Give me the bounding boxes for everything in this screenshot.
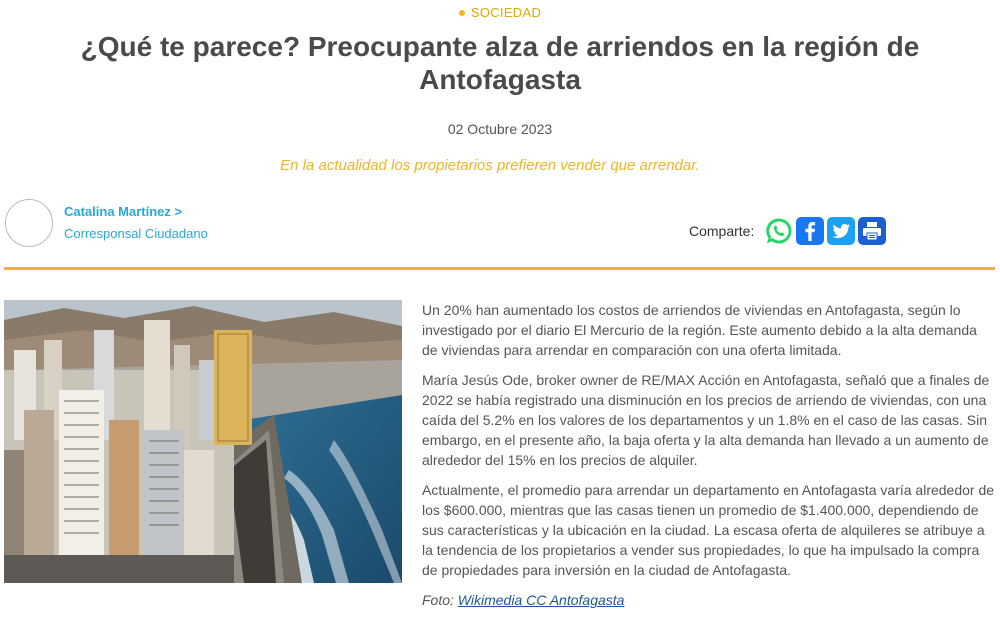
article-title: ¿Qué te parece? Preocupante alza de arriendos en la región de Antofagasta bbox=[80, 31, 920, 95]
article-body bbox=[422, 300, 995, 620]
photo-caption bbox=[422, 590, 995, 610]
twitter-icon bbox=[827, 217, 855, 245]
article-subtitle: En la actualidad los propietarios prefieren vender que arrendar. bbox=[280, 157, 700, 174]
whatsapp-icon bbox=[765, 217, 793, 245]
caption-source-link[interactable]: Wikimedia CC Antofagasta bbox=[457, 592, 625, 608]
body-paragraph: María Jesús Ode, broker owner de RE/MAX Acción en Antofagasta, señaló que a finales de 2022 se había registrado una disminución en los precios de arriendo de viviendas, con una caída del 5.2% en los valores de los departamentos y un 1.8% en el caso de las casas. Sin embargo, en el presente año, la baja oferta y la alta demanda han llevado a un aumento de alrededor del 15% en los precios de alquiler. bbox=[422, 372, 990, 468]
article-date: 02 Octubre 2023 bbox=[447, 121, 553, 137]
category-tag[interactable] bbox=[0, 5, 1000, 20]
author-block bbox=[5, 198, 208, 248]
share-label: Comparte: bbox=[689, 223, 755, 239]
category-label: SOCIEDAD bbox=[470, 5, 542, 20]
category-dot-icon bbox=[459, 10, 465, 16]
caption-prefix: Foto: bbox=[422, 592, 454, 608]
print-button[interactable] bbox=[858, 217, 886, 245]
author-name-link[interactable]: Catalina Martínez > bbox=[64, 204, 183, 219]
author-avatar[interactable] bbox=[5, 199, 53, 247]
body-paragraph: Un 20% han aumentado los costos de arriendos de viviendas en Antofagasta, según lo investigado por el diario El Mercurio de la región. Este aumento debido a la alta demanda de viviendas para arrendar en comparación con una oferta limitada. bbox=[422, 302, 977, 358]
facebook-icon bbox=[796, 217, 824, 245]
body-paragraph: Actualmente, el promedio para arrendar un departamento en Antofagasta varía alrededor de los $600.000, mientras que las casas tienen un promedio de $1.400.000, dependiendo de sus características y la ubicación en la ciudad. La escasa oferta de alquileres se atribuye a la tendencia de los propietarios a vender sus propiedades, lo que ha impulsado la compra de propiedades para inversión en la ciudad de Antofagasta. bbox=[422, 482, 995, 578]
whatsapp-share-button[interactable] bbox=[765, 217, 793, 245]
facebook-share-button[interactable] bbox=[796, 217, 824, 245]
print-icon bbox=[858, 217, 886, 245]
section-divider bbox=[4, 267, 995, 270]
author-role: Corresponsal Ciudadano bbox=[64, 226, 208, 241]
share-bar bbox=[689, 217, 889, 245]
antofagasta-city-image bbox=[4, 300, 402, 583]
twitter-share-button[interactable] bbox=[827, 217, 855, 245]
article-photo bbox=[4, 300, 402, 583]
